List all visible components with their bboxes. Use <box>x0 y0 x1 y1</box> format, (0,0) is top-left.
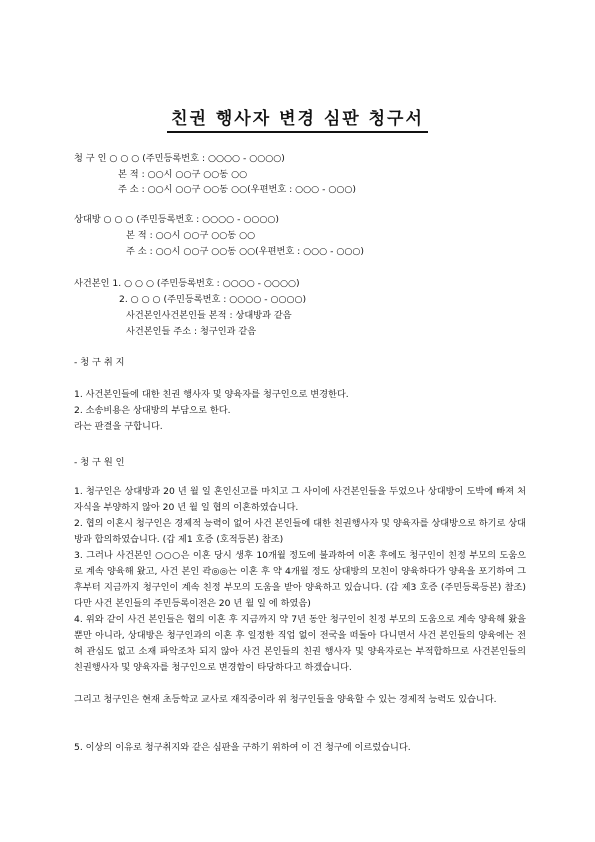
purpose-item-2: 2. 소송비용은 상대방의 부담으로 한다. <box>74 405 231 416</box>
purpose-heading: - 청 구 취 지 <box>74 357 125 368</box>
principals-address-line: 사건본인들 주소 : 청구인과 같음 <box>126 326 257 337</box>
principal-2-line: 2. ○ ○ ○ (주민등록번호 : ○○○○ - ○○○○) <box>119 294 307 305</box>
cause-paragraph-3: 3. 그러나 사건본인 ○○○은 이혼 당시 생후 10개월 정도에 불과하여 이혼 후에도 청구인이 친정 부모의 도움으로 계속 양육해 왔고, 사건 본인 곽◎◎는 이혼 후 약 4개월 정도 상대방의 모친이 양육하다가 양육을 포기하여 그 후부터 지금까지 청구인이 계속 친정 부모의 도움을 받아 양육하고 있습니다. (갑 제3 호증 (주민등록등본) 참조) 다만 사건 본인들의 주민등록이전은 20 년 월 일 에 하였음) <box>74 550 526 609</box>
principal-1-line: 사건본인 1. ○ ○ ○ (주민등록번호 : ○○○○ - ○○○○) <box>74 278 300 289</box>
claimant-name-line: 청 구 인 ○ ○ ○ (주민등록번호 : ○○○○ - ○○○○) <box>74 153 285 164</box>
cause-heading: - 청 구 원 인 <box>74 457 125 468</box>
respondent-address-line: 주 소 : ○○시 ○○구 ○○동 ○○(우편번호 : ○○○ - ○○○) <box>126 246 364 257</box>
purpose-closing: 라는 판결을 구합니다. <box>74 421 163 432</box>
cause-paragraph-1: 1. 청구인은 상대방과 20 년 월 일 혼인신고를 마치고 그 사이에 사건본인들을 두었으나 상대방이 도박에 빠져 처자식을 부양하지 않아 20 년 월 일 협의 이혼하였습니다. <box>74 486 526 513</box>
cause-paragraph-2: 2. 협의 이혼시 청구인은 경제적 능력이 없어 사건 본인들에 대한 친권행사자 및 양육자를 상대방으로 하기로 상대방과 합의하였습니다. (갑 제1 호증 (호적등본) 참조) <box>74 518 526 545</box>
purpose-item-1: 1. 사건본인들에 대한 친권 행사자 및 양육자를 청구인으로 변경한다. <box>74 389 349 400</box>
claimant-address-line: 주 소 : ○○시 ○○구 ○○동 ○○(우편번호 : ○○○ - ○○○) <box>118 184 356 195</box>
principals-domicile-line: 사건본인사건본인들 본적 : 상대방과 같음 <box>126 310 292 321</box>
document-title: 친권 행사자 변경 심판 청구서 <box>0 104 595 133</box>
claimant-domicile-line: 본 적 : ○○시 ○○구 ○○동 ○○ <box>118 169 248 180</box>
cause-paragraph-4b: 그리고 청구인은 현재 초등학교 교사로 재직중이라 위 청구인들을 양육할 수 있는 경제적 능력도 있습니다. <box>74 694 497 705</box>
cause-paragraph-5: 5. 이상의 이유로 청구취지와 같은 심판을 구하기 위하여 이 건 청구에 이르렀습니다. <box>74 742 411 753</box>
cause-paragraph-4: 4. 위와 같이 사건 본인들은 협의 이혼 후 지금까지 약 7년 동안 청구인이 친정 부모의 도움으로 계속 양육해 왔을 뿐만 아니라, 상대방은 청구인과의 이혼 후 일정한 직업 없이 전국을 떠돌아 다니면서 사건 본인들의 양육에는 전혀 관심도 없고 소재 파악조차 되지 않아 사건 본인들의 친권 행사자 및 양육자로는 부적합하므로 사건본인들의 친권행사자 및 양육자를 청구인으로 변경함이 타당하다고 하겠습니다. <box>74 614 526 673</box>
respondent-name-line: 상대방 ○ ○ ○ (주민등록번호 : ○○○○ - ○○○○) <box>74 214 280 225</box>
respondent-domicile-line: 본 적 : ○○시 ○○구 ○○동 ○○ <box>126 230 256 241</box>
